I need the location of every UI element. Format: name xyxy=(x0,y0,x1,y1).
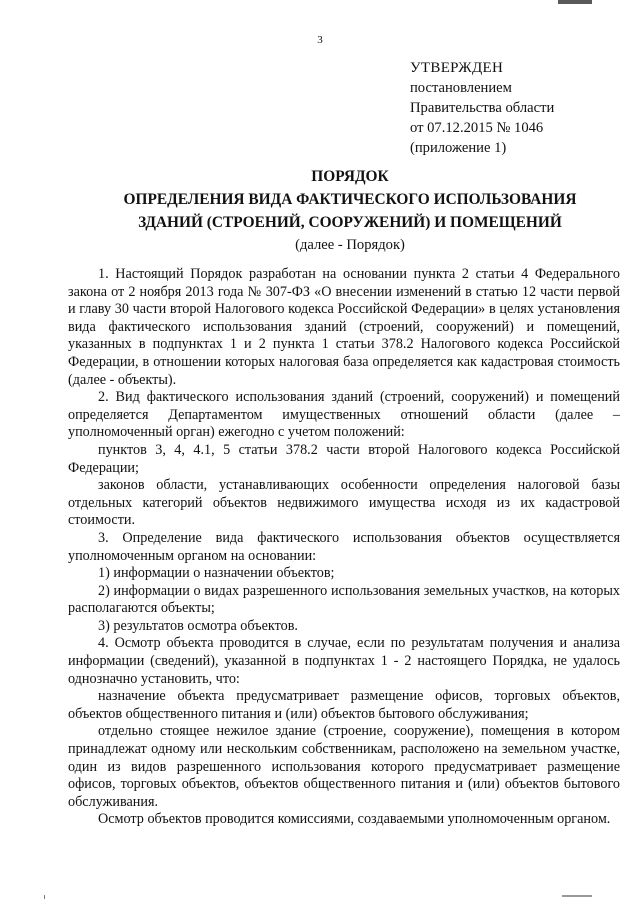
paragraph-5: Осмотр объектов проводится комиссиями, создаваемыми уполномоченным органом. xyxy=(98,811,611,828)
paragraph-2-item-2: законов области, устанавливающих особенности определения налоговой базы отдельных категорий объектов недвижимого имущества исходя из их кадастровой стоимости. xyxy=(68,477,620,529)
approval-line-1: постановлением xyxy=(410,80,512,96)
approval-line-3: от 07.12.2015 № 1046 xyxy=(410,120,544,136)
paragraph-1: 1. Настоящий Порядок разработан на основании пункта 2 статьи 4 Федерального закона от 2 ноября 2013 года № 307-ФЗ «О внесении изменений в статью 12 части первой и главу 30 части второй Налогового кодекса Российской Федерации» в целях установления вида фактического использования зданий (строений, сооружений) и помещений, указанных в подпунктах 1 и 2 пункта 1 статьи 378.2 Налогового кодекса Российской Федерации, в отношении которых налоговая база определяется как кадастровая стоимость (далее - объекты). xyxy=(68,266,620,388)
approval-stamp-block xyxy=(410,58,610,158)
document-title-note: (далее - Порядок) xyxy=(295,237,405,253)
page-number: 3 xyxy=(317,34,323,46)
document-body xyxy=(68,266,620,829)
paragraph-3: 3. Определение вида фактического использования объектов осуществляется уполномоченным органом на основании: xyxy=(68,529,620,564)
approval-line-4: (приложение 1) xyxy=(410,140,507,156)
document-subtitle-line-2: ЗДАНИЙ (СТРОЕНИЙ, СООРУЖЕНИЙ) И ПОМЕЩЕНИЙ xyxy=(138,214,562,231)
document-subtitle-line-1: ОПРЕДЕЛЕНИЯ ВИДА ФАКТИЧЕСКОГО ИСПОЛЬЗОВАНИЯ xyxy=(123,191,577,208)
paragraph-4-item-2: отдельно стоящее нежилое здание (строение, сооружение), помещения в котором принадлежат одному или нескольким собственникам, расположено на земельном участке, один из видов разрешенного использования которого предусматривает размещение офисов, торговых объектов, объектов общественного питания и (или) объектов бытового обслуживания. xyxy=(68,723,620,810)
scan-footer-mark-right xyxy=(562,895,592,897)
document-title-block xyxy=(80,166,620,255)
approval-heading: УТВЕРЖДЕН xyxy=(410,60,504,76)
paragraph-3-item-2: 2) информации о видах разрешенного использования земельных участков, на которых располагаются объекты; xyxy=(68,582,620,617)
paragraph-2: 2. Вид фактического использования зданий (строений, сооружений) и помещений определяется Департаментом имущественных отношений области (далее – уполномоченный орган) ежегодно с учетом положений: xyxy=(68,389,620,441)
paragraph-3-item-3: 3) результатов осмотра объектов. xyxy=(98,617,298,634)
approval-line-2: Правительства области xyxy=(410,100,555,116)
paragraph-4-item-1: назначение объекта предусматривает размещение офисов, торговых объектов, объектов общественного питания и (или) объектов бытового обслуживания; xyxy=(68,688,620,722)
scan-corner-mark xyxy=(558,0,592,14)
scan-footer-mark-left xyxy=(44,895,45,899)
paragraph-4: 4. Осмотр объекта проводится в случае, если по результатам получения и анализа информации (сведений), указанной в подпунктах 1 - 2 настоящего Порядка, не удалось однозначно установить, что: xyxy=(68,635,620,687)
paragraph-2-item-1: пунктов 3, 4, 4.1, 5 статьи 378.2 части второй Налогового кодекса Российской Федерации; xyxy=(68,441,620,476)
paragraph-3-item-1: 1) информации о назначении объектов; xyxy=(98,565,335,582)
document-title: ПОРЯДОК xyxy=(311,168,389,185)
